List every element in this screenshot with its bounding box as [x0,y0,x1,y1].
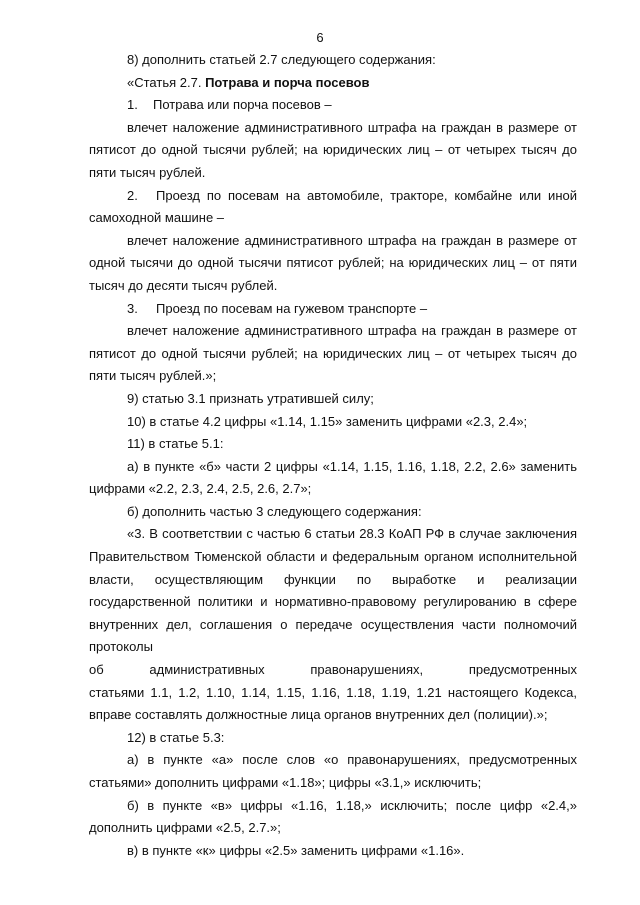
item-number: 1. [127,97,138,113]
paragraph-11: 11) в статье 5.1: [127,436,224,452]
penalty-3-line-1: влечет наложение административного штрафа на граждан в размере [127,323,560,339]
paragraph-12-b [89,795,577,840]
penalty-1-line-1: влечет наложение административного штрафа на граждан в размере [127,119,560,135]
item-number: 2. [127,187,138,203]
penalty-3-rest: от пятисот до одной тысячи рублей; на юридических лиц – от четырех тысяч до пяти тысяч рублей.»; [89,323,577,384]
quoted-part-3 [89,523,577,659]
article-item-2 [89,185,577,230]
paragraph-12-b-rest: дополнить цифрами «2.5, 2.7.»; [89,820,281,836]
item-text-rest: самоходной машине – [89,210,225,226]
page-number: 6 [316,30,324,45]
penalty-1-rest: от пятисот до одной тысячи рублей; на юридических лиц – от четырех тысяч до пяти тысяч рублей. [89,119,577,180]
article-number: «Статья 2.7. [127,74,202,90]
penalty-2 [89,230,577,298]
paragraph-9: 9) статью 3.1 признать утратившей силу; [127,390,374,406]
penalty-2-rest: от одной тысячи до одной тысячи пятисот рублей; на юридических лиц – от пяти тысяч до десяти тысяч рублей. [89,232,577,293]
item-text: Потрава или порча посевов – [153,97,332,113]
document-body [89,49,577,862]
paragraph-11-a-rest: цифрами «2.2, 2.3, 2.4, 2.5, 2.6, 2.7»; [89,481,312,497]
quoted-part-3-end: статьями 1.1, 1.2, 1.10, 1.14, 1.15, 1.16, 1.18, 1.19, 1.21 настоящего Кодекса, вправе составлять должностные лица органов внутренних дел (полиции).»; [89,684,577,723]
quoted-part-3-line-1: «3. В соответствии с частью 6 статьи 28.3 КоАП РФ в случае заключения [127,526,577,542]
paragraph-12-b-line-1: б) в пункте «в» цифры «1.16, 1.18,» исключить; после цифр «2.4,» [127,797,577,813]
penalty-1 [89,117,577,185]
penalty-3 [89,320,577,388]
word-administrative: административных [149,662,265,678]
paragraph-11-a [89,456,577,501]
item-text-line-1: Проезд по посевам на автомобиле, тракторе, комбайне или иной [156,187,577,203]
item-text: Проезд по посевам на гужевом транспорте – [156,300,428,316]
article-item-3 [89,298,577,321]
paragraph-8: 8) дополнить статьей 2.7 следующего содержания: [127,52,436,67]
paragraph-12-c: в) в пункте «к» цифры «2.5» заменить цифрами «1.16». [127,842,465,858]
word-offences: правонарушениях, [310,662,424,678]
paragraph-10: 10) в статье 4.2 цифры «1.14, 1.15» заменить цифрами «2.3, 2.4»; [127,413,528,429]
paragraph-11-a-line-1: а) в пункте «б» части 2 цифры «1.14, 1.15, 1.16, 1.18, 2.2, 2.6» заменить [127,458,577,474]
paragraph-12: 12) в статье 5.3: [127,729,225,745]
paragraph-12-a-rest: статьями» дополнить цифрами «1.18»; цифры «3.1,» исключить; [89,775,482,790]
paragraph-11-b: б) дополнить частью 3 следующего содержания: [127,503,422,519]
word-ob: об [89,662,104,678]
article-heading [89,72,577,95]
item-number: 3. [127,300,138,316]
word-provided: предусмотренных [468,662,577,678]
quoted-part-3-body: Правительством Тюменской области и федеральным органом исполнительной власти, осуществляющим функции по выработке и реализации государственной политики и нормативно-правовому регулированию в сфере внутренних дел, соглашения о передаче осуществления части полномочий протоколы [89,549,577,655]
paragraph-12-a-line-1: а) в пункте «а» после слов «о правонарушениях, предусмотренных [127,752,577,768]
penalty-2-line-1: влечет наложение административного штрафа на граждан в размере [127,232,560,248]
paragraph-12-a [89,749,577,794]
quoted-part-3-spaced-line [89,659,577,682]
article-title: Потрава и порча посевов [205,74,370,90]
article-item-1 [89,94,577,117]
